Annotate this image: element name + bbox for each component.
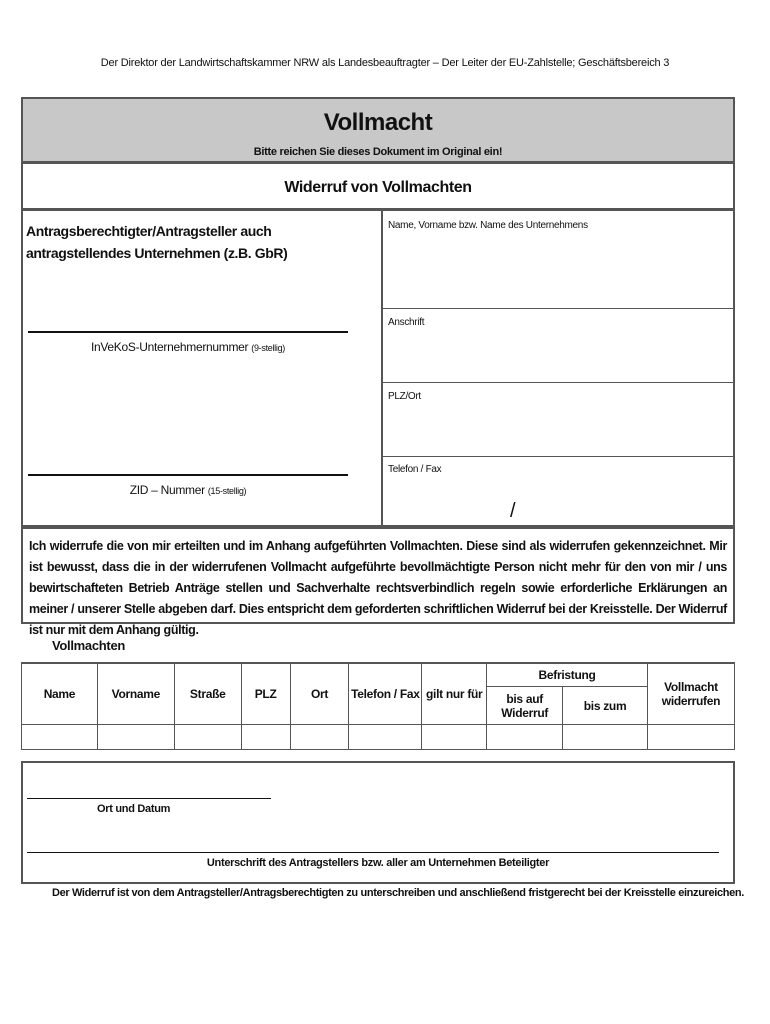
ort-datum-label: Ort und Datum [97, 803, 171, 815]
ort-datum-input-line[interactable] [27, 798, 271, 799]
col-plz: PLZ [241, 663, 290, 725]
vollmachten-table [21, 662, 735, 750]
invekos-caption [28, 340, 348, 354]
col-bis-zum: bis zum [563, 687, 648, 725]
cell-ort[interactable] [290, 725, 349, 750]
invekos-input-line[interactable] [28, 331, 348, 333]
col-telefon: Telefon / Fax [349, 663, 422, 725]
anschrift-field-label: Anschrift [388, 317, 425, 328]
invekos-hint: (9-stellig) [251, 343, 285, 353]
cell-vorname[interactable] [97, 725, 174, 750]
document-subtitle: Bitte reichen Sie dieses Dokument im Original ein! [253, 146, 503, 158]
zid-input-line[interactable] [28, 474, 348, 476]
separator-slash: / [510, 500, 516, 522]
footer-note: Der Widerruf ist von dem Antragsteller/Antragsberechtigten zu unterschreiben und anschließend fristgerecht bei der Kreisstelle einzureichen. [52, 887, 744, 899]
col-bis-auf: bis auf Widerruf [487, 687, 563, 725]
statement-text: Ich widerrufe die von mir erteilten und im Anhang aufgeführten Vollmachten. Diese sind als widerrufen gekennzeichnet. Mir ist bewusst, dass die in der widerrufenen Vollmacht aufgeführte bevollmächtigte Person nicht mehr für den von mir / uns bewirtschafteten Betrieb Anträge stellen und Sachverhalte rechtsverbindlich regeln sowie erforderliche Erklärungen an meiner / unserer Stelle abgeben darf. Dies entspricht dem geforderten schriftlichen Widerruf bei der Kreisstelle. Der Widerruf ist nur mit dem Anhang gültig. [29, 539, 727, 637]
cell-gilt[interactable] [422, 725, 487, 750]
title-box [21, 97, 735, 163]
plz-ort-field-label: PLZ/Ort [388, 391, 421, 402]
signature-input-line[interactable] [27, 852, 719, 853]
invekos-label: InVeKoS-Unternehmernummer [90, 340, 249, 354]
zid-hint: (15-stellig) [207, 486, 247, 496]
document-header: Der Direktor der Landwirtschaftskammer NRW als Landesbeauftragter – Der Leiter der EU-Zahlstelle; Geschäftsbereich 3 [100, 57, 670, 69]
zid-caption [28, 483, 348, 497]
column-divider [381, 211, 383, 525]
section-title-box [21, 162, 735, 210]
row-divider [383, 382, 735, 383]
col-name: Name [22, 663, 98, 725]
zid-label: ZID – Nummer [129, 483, 205, 497]
col-vorname: Vorname [97, 663, 174, 725]
col-widerrufen: Vollmacht widerrufen [647, 663, 734, 725]
name-field-label: Name, Vorname bzw. Name des Unternehmens [388, 220, 588, 231]
col-strasse: Straße [174, 663, 241, 725]
row-divider [383, 308, 735, 309]
vollmachten-label: Vollmachten [52, 638, 126, 653]
row-divider [383, 456, 735, 457]
cell-widerrufen[interactable] [647, 725, 734, 750]
statement-box [21, 527, 735, 637]
signature-label: Unterschrift des Antragstellers bzw. aller am Unternehmen Beteiligter [206, 857, 550, 869]
applicant-heading: Antragsberechtigter/Antragsteller auch antragstellendes Unternehmen (z.B. GbR) [26, 223, 288, 261]
col-gilt: gilt nur für [422, 663, 487, 725]
col-ort: Ort [290, 663, 349, 725]
cell-telefon[interactable] [349, 725, 422, 750]
cell-bis-zum[interactable] [563, 725, 648, 750]
cell-plz[interactable] [241, 725, 290, 750]
cell-strasse[interactable] [174, 725, 241, 750]
cell-name[interactable] [22, 725, 98, 750]
document-title: Vollmacht [323, 109, 433, 136]
section-title: Widerruf von Vollmachten [284, 179, 472, 196]
col-befristung: Befristung [487, 663, 648, 687]
telefon-field-label: Telefon / Fax [388, 464, 442, 475]
table-row [22, 725, 735, 750]
cell-bis-auf[interactable] [487, 725, 563, 750]
